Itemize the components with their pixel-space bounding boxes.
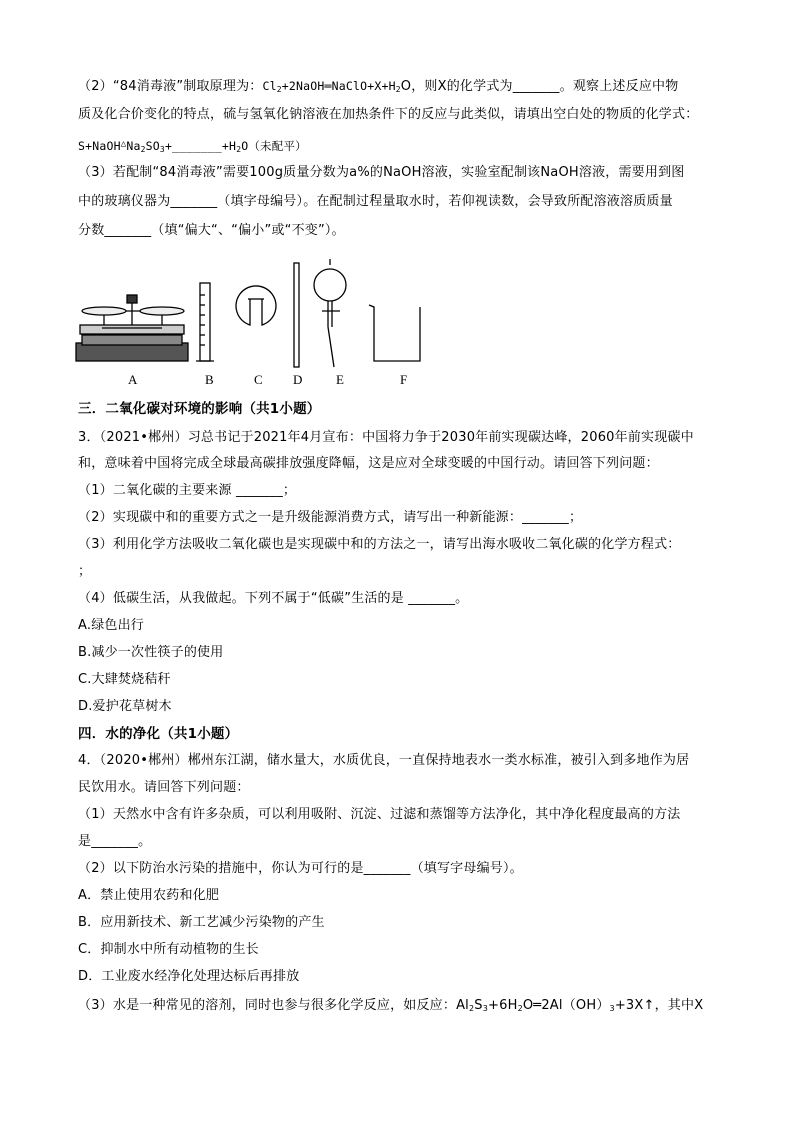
q3-line-1: （3）若配制“84消毒液”需要100g质量分数为a%的NaOH溶液，实验室配制该NaOH溶液，需要用到图 <box>78 165 685 180</box>
label-c: C <box>254 372 263 387</box>
p3-question-3-blank: ； <box>78 564 92 579</box>
separatory-funnel-icon <box>314 259 346 367</box>
p4-option-d: D．工业废水经净化处理达标后再排放 <box>78 969 300 984</box>
label-d: D <box>293 372 303 387</box>
p4-question-3: （3）水是一种常见的溶剂，同时也参与很多化学反应，如反应：$Al_2S_3+6H_2O═2Al(OH)_3+3X↑$，其中X <box>78 998 704 1013</box>
glass-rod-icon <box>294 263 299 367</box>
label-f: F <box>400 372 408 387</box>
label-e: E <box>336 372 344 387</box>
p4-option-c: C．抑制水中所有动植物的生长 <box>78 942 259 957</box>
p4-line-2: 民饮用水。请回答下列问题： <box>78 780 250 795</box>
p4-question-1a: （1）天然水中含有许多杂质，可以利用吸附、沉淀、过滤和蒸馏等方法净化，其中净化程度最高的方法 <box>78 807 681 822</box>
p3-option-c: C.大肆焚烧秸秆 <box>78 672 171 687</box>
q3-line-3: 分数_______（填“偏大“、“偏小”或“不变”）。 <box>78 223 345 238</box>
section-3-heading: 三．二氧化碳对环境的影响（共1小题） <box>78 401 321 417</box>
graduated-cylinder-icon <box>196 283 214 361</box>
p3-line-1: 3．（2021•郴州）习总书记于2021年4月宣布：中国将力争于2030年前实现碳达峰，2060年前实现碳中 <box>78 430 694 445</box>
p4-question-1b: 是_______。 <box>78 834 152 849</box>
p3-question-4: （4）低碳生活，从我做起。下列不属于“低碳”生活的是 _______。 <box>78 591 469 606</box>
q2-equation: $S+NaOH^\triangle Na_2SO_3+\_\_\_\_\_\_\_+H_2O$（未配平） <box>78 139 307 154</box>
section-4-heading: 四．水的净化（共1小题） <box>78 726 239 742</box>
volumetric-flask-icon <box>236 286 276 325</box>
label-a: A <box>128 372 138 387</box>
p4-line-1: 4．（2020•郴州）郴州东江湖，储水量大，水质优良，一直保持地表水一类水标准，被引入到多地作为居 <box>78 753 690 768</box>
p4-question-2: （2）以下防治水污染的措施中，你认为可行的是_______（填写字母编号）。 <box>78 861 523 876</box>
q2-line-2: 质及化合价变化的特点，硫与氢氧化钠溶液在加热条件下的反应与此类似，请填出空白处的物质的化学式： <box>78 107 699 122</box>
beaker-icon <box>369 305 420 361</box>
q2-line-1: （2）“84消毒液”制取原理为：$Cl_2+2NaOH═NaClO+X+H_2O$，则X的化学式为_______。观察上述反应中物 <box>78 79 679 94</box>
p4-option-b: B．应用新技术、新工艺减少污染物的产生 <box>78 915 325 930</box>
q3-line-2: 中的玻璃仪器为_______（填字母编号）。在配制过程量取水时，若仰视读数，会导致所配溶液溶质质量 <box>78 194 673 209</box>
p3-option-b: B.减少一次性筷子的使用 <box>78 645 224 660</box>
balance-scale-icon <box>76 295 188 361</box>
label-b: B <box>205 372 214 387</box>
p4-option-a: A．禁止使用农药和化肥 <box>78 888 220 903</box>
p3-line-2: 和，意味着中国将完成全球最高碳排放强度降幅，这是应对全球变暖的中国行动。请回答下列问题： <box>78 456 659 471</box>
p3-option-d: D.爱护花草树木 <box>78 699 172 714</box>
p3-question-2: （2）实现碳中和的重要方式之一是升级能源消费方式，请写出一种新能源：_______； <box>78 510 583 525</box>
p3-option-a: A.绿色出行 <box>78 618 144 633</box>
p3-question-3: （3）利用化学方法吸收二氧化碳也是实现碳中和的方法之一，请写出海水吸收二氧化碳的化学方程式： <box>78 537 681 552</box>
p3-question-1: （1）二氧化碳的主要来源 _______； <box>78 483 297 498</box>
